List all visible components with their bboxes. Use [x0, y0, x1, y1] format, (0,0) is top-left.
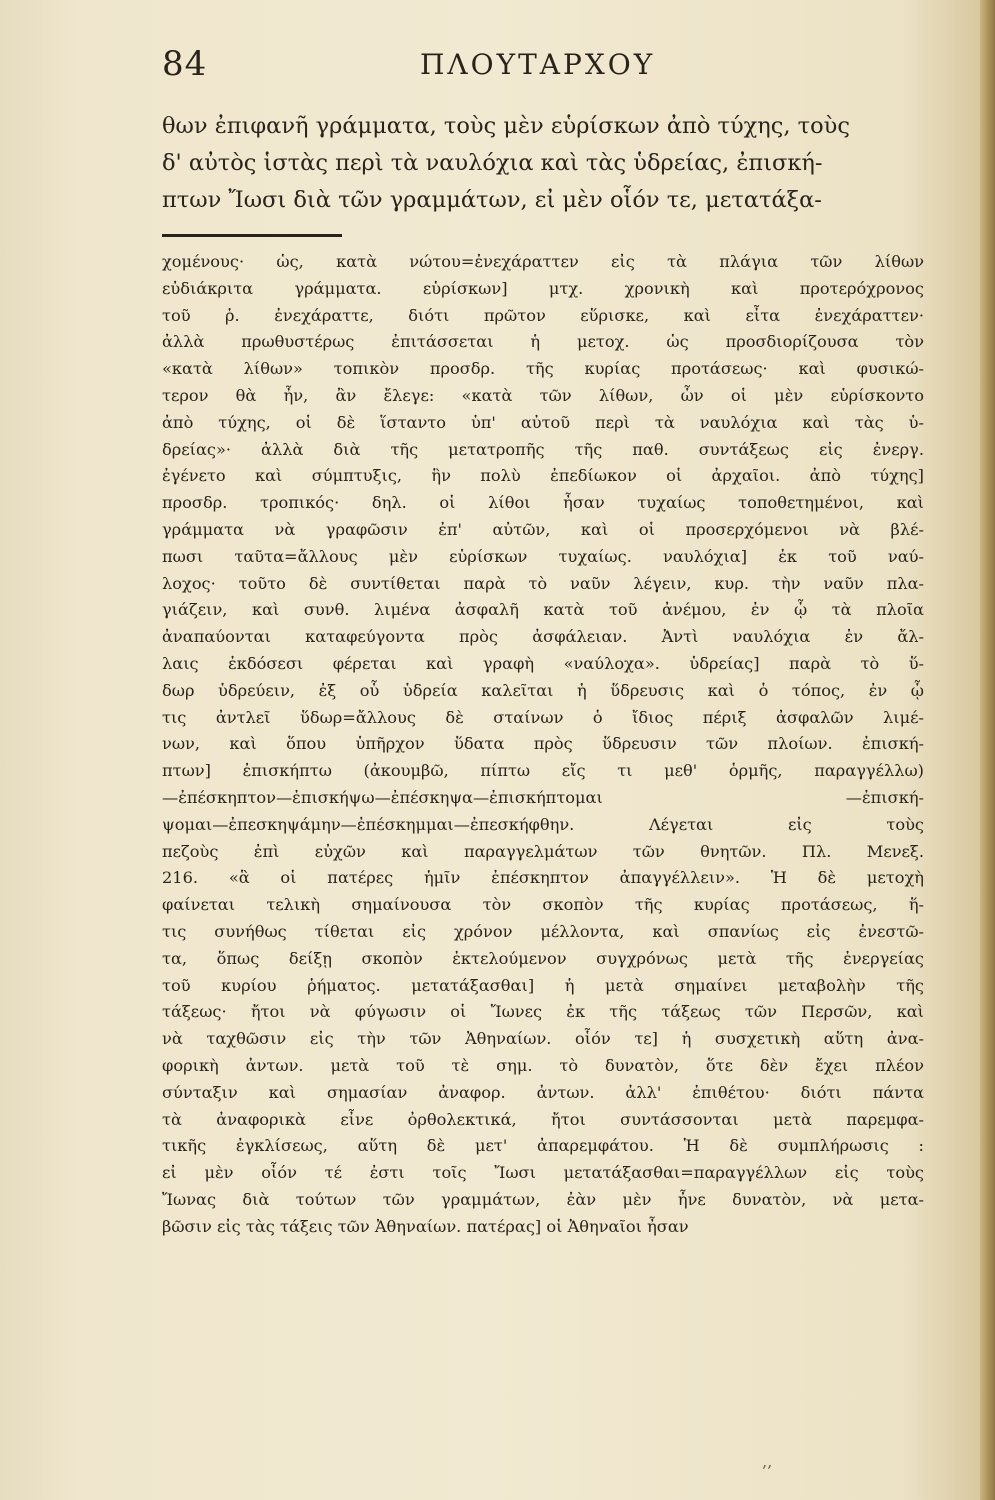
running-head: ΠΛΟΥΤΑΡΧΟΥ	[420, 48, 656, 81]
note-line: τὰ ἀναφορικὰ εἶνε ὀρθολεκτικά, ἤτοι συντάσσονται μετὰ παρεμφα-	[162, 1109, 924, 1129]
main-text	[162, 108, 922, 219]
page-edge	[980, 0, 995, 1500]
page-header	[162, 44, 918, 88]
note-line: τα, ὅπως δείξῃ σκοπὸν ἐκτελούμενον συγχρόνως μετὰ τῆς ἐνεργείας	[162, 948, 924, 968]
note-line: λαις ἐκδόσεσι φέρεται καὶ γραφὴ «ναύλοχα». ὑδρείας] παρὰ τὸ ὕ-	[162, 653, 924, 673]
note-line: δωρ ὑδρεύειν, ἐξ οὗ ὑδρεία καλεῖται ἡ ὕδρευσις καὶ ὁ τόπος, ἐν ᾧ	[162, 680, 924, 700]
note-line: γράμματα νὰ γραφῶσιν ἐπ' αὐτῶν, καὶ οἱ προσερχόμενοι νὰ βλέ-	[162, 519, 924, 539]
note-line: τις ἀντλεῖ ὕδωρ=ἄλλους δὲ σταίνων ὁ ἴδιος πέριξ ἀσφαλῶν λιμέ-	[162, 707, 924, 727]
main-text-line: πτων Ἴωσι διὰ τῶν γραμμάτων, εἰ μὲν οἷόν τε, μετατάξα-	[162, 187, 822, 213]
footnote-rule	[162, 234, 342, 237]
main-text-line: θων ἐπιφανῆ γράμματα, τοὺς μὲν εὑρίσκων ἀπὸ τύχης, τοὺς	[162, 113, 850, 139]
note-line: γιάζειν, καὶ συνθ. λιμένα ἀσφαλῆ κατὰ τοῦ ἀνέμου, ἐν ᾧ τὰ πλοῖα	[162, 600, 924, 620]
note-line: —ἐπέσκηπτον—ἐπισκήψω—ἐπέσκηψα—ἐπισκήπτομαι —ἐπισκή-	[162, 787, 924, 807]
note-line: λοχος· τοῦτο δὲ συντίθεται παρὰ τὸ ναῦν λέγειν, κυρ. τὴν ναῦν πλα-	[162, 573, 924, 593]
note-line: τοῦ κυρίου ῥήματος. μετατάξασθαι] ἡ μετὰ σημαίνει μεταβολὴν τῆς	[162, 975, 924, 995]
note-line: Ἴωνας διὰ τούτων τῶν γραμμάτων, ἐὰν μὲν ἦνε δυνατὸν, νὰ μετα-	[162, 1189, 924, 1209]
note-line: προσδρ. τροπικός· δηλ. οἱ λίθοι ἦσαν τυχαίως τοποθετημένοι, καὶ	[162, 493, 924, 513]
note-line: πωσι ταῦτα=ἄλλους μὲν εὑρίσκων τυχαίως. ναυλόχια] ἐκ τοῦ ναύ-	[162, 546, 924, 566]
note-line: δρείας»· ἀλλὰ διὰ τῆς μετατροπῆς τῆς παθ. συντάξεως εἰς ἐνεργ.	[162, 439, 924, 459]
note-line: ἀναπαύονται καταφεύγοντα πρὸς ἀσφάλειαν. Ἀντὶ ναυλόχια ἐν ἄλ-	[162, 627, 924, 647]
stray-mark: ‚‚	[762, 1452, 773, 1471]
note-line: φορικὴ ἀντων. μετὰ τοῦ τὲ σημ. τὸ δυνατὸν, ὅτε δὲν ἔχει πλέον	[162, 1055, 924, 1075]
note-line: ἀλλὰ πρωθυστέρως ἐπιτάσσεται ἡ μετοχ. ὡς προσδιορίζουσα τὸν	[162, 332, 924, 352]
note-line: νων, καὶ ὅπου ὑπῆρχον ὕδατα πρὸς ὕδρευσιν τῶν πλοίων. ἐπισκή-	[162, 734, 924, 754]
note-line: σύνταξιν καὶ σημασίαν ἀναφορ. ἀντων. ἀλλ' ἐπιθέτου· διότι πάντα	[162, 1082, 924, 1102]
note-line: νὰ ταχθῶσιν εἰς τὴν τῶν Ἀθηναίων. οἷόν τε] ἡ συσχετικὴ αὕτη ἀνα-	[162, 1029, 924, 1049]
note-line: ἐγένετο καὶ σύμπτυξις, ἣν πολὺ ἐπεδίωκον οἱ ἀρχαῖοι. ἀπὸ τύχης]	[162, 466, 924, 486]
note-line: φαίνεται τελικὴ σημαίνουσα τὸν σκοπὸν τῆς κυρίας προτάσεως, ἥ-	[162, 895, 924, 915]
note-line: ἀπὸ τύχης, οἱ δὲ ἵσταντο ὑπ' αὐτοῦ περὶ τὰ ναυλόχια καὶ τὰς ὑ-	[162, 412, 924, 432]
note-line: ψομαι—ἐπεσκηψάμην—ἐπέσκημμαι—ἐπεσκήφθην. Λέγεται εἰς τοὺς	[162, 814, 924, 834]
page-number: 84	[162, 44, 208, 84]
note-line: τις συνήθως τίθεται εἰς χρόνον μέλλοντα, καὶ σπανίως εἰς ἐνεστῶ-	[162, 921, 924, 941]
note-line: τερον θὰ ἦν, ἂν ἔλεγε: «κατὰ τῶν λίθων, ὧν οἱ μὲν εὑρίσκοντο	[162, 385, 924, 405]
note-line: εἰ μὲν οἷόν τέ ἐστι τοῖς Ἴωσι μετατάξασθαι=παραγγέλλων εἰς τοὺς	[162, 1163, 924, 1183]
main-text-line: δ' αὐτὸς ἱστὰς περὶ τὰ ναυλόχια καὶ τὰς ὑδρείας, ἐπισκή-	[162, 150, 823, 176]
commentary-notes	[162, 249, 924, 1240]
note-line: «κατὰ λίθων» τοπικὸν προσδρ. τῆς κυρίας προτάσεως· καὶ φυσικώ-	[162, 359, 924, 379]
note-line: τοῦ ῥ. ἐνεχάραττε, διότι πρῶτον εὕρισκε, καὶ εἶτα ἐνεχάραττεν·	[162, 305, 924, 325]
note-line: βῶσιν εἰς τὰς τάξεις τῶν Ἀθηναίων. πατέρας] οἱ Ἀθηναῖοι ἦσαν	[162, 1216, 689, 1236]
note-line: τικῆς ἐγκλίσεως, αὕτη δὲ μετ' ἀπαρεμφάτου. Ἡ δὲ συμπλήρωσις :	[162, 1136, 924, 1156]
note-line: πεζοὺς ἐπὶ εὐχῶν καὶ παραγγελμάτων τῶν θνητῶν. Πλ. Μενεξ.	[162, 841, 924, 861]
note-line: 216. «ἃ οἱ πατέρες ἡμῖν ἐπέσκηπτον ἀπαγγέλλειν». Ἡ δὲ μετοχὴ	[162, 868, 924, 888]
note-line: εὐδιάκριτα γράμματα. εὑρίσκων] μτχ. χρονικὴ καὶ προτερόχρονος	[162, 278, 924, 298]
note-line: χομένους· ὡς, κατὰ νώτου=ἐνεχάραττεν εἰς τὰ πλάγια τῶν λίθων	[162, 252, 924, 271]
note-line: πτων] ἐπισκήπτω (ἀκουμβῶ, πίπτω εἴς τι μεθ' ὁρμῆς, παραγγέλλω)	[162, 761, 924, 781]
note-line: τάξεως· ἤτοι νὰ φύγωσιν οἱ Ἴωνες ἐκ τῆς τάξεως τῶν Περσῶν, καὶ	[162, 1002, 924, 1022]
